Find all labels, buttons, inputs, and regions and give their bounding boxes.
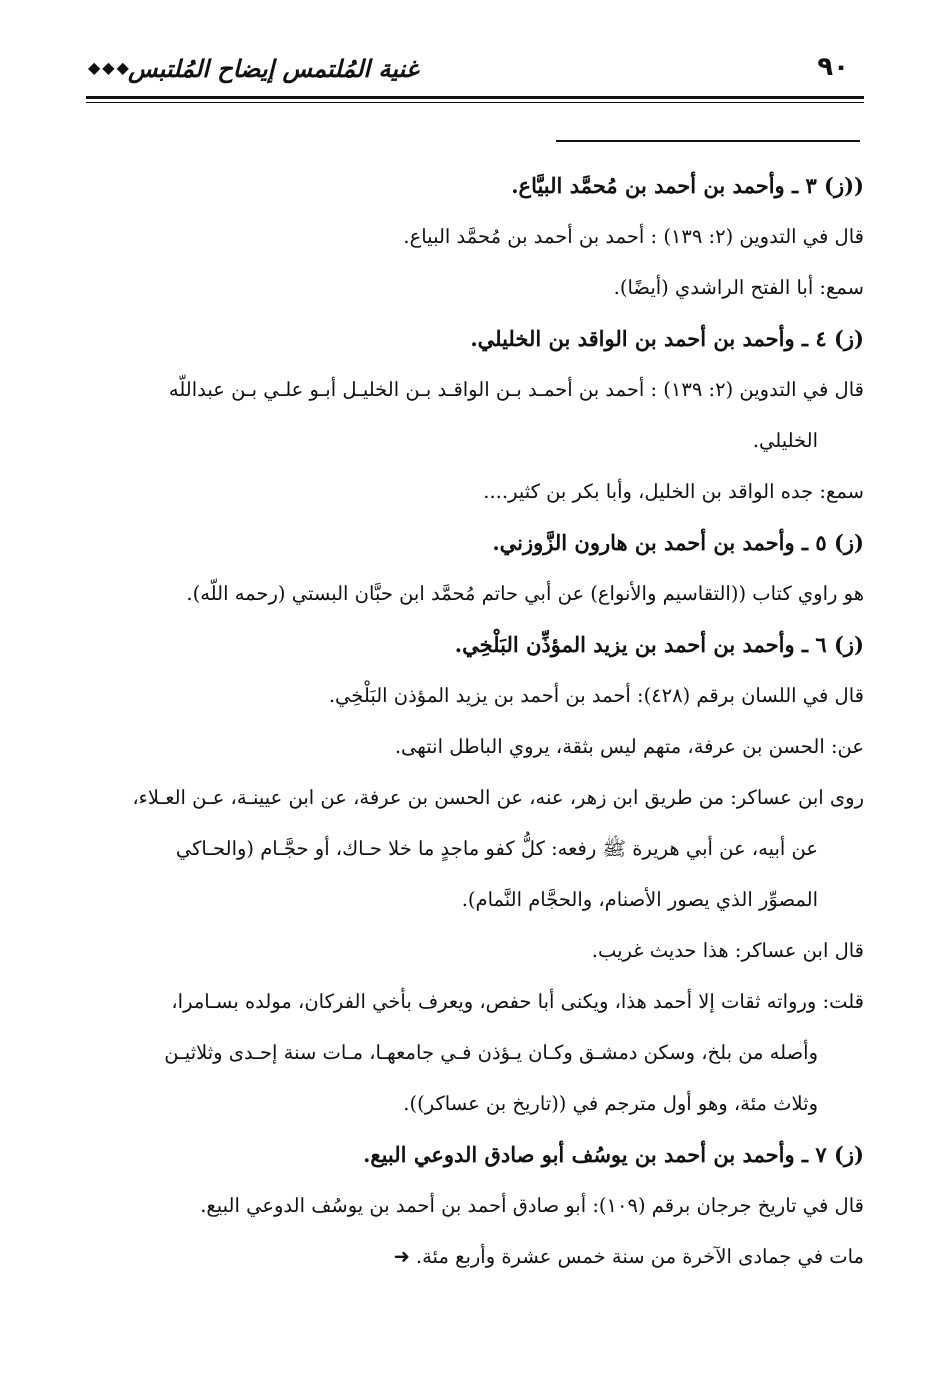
- entry-line: قال في تاريخ جرجان برقم (١٠٩): أبو صادق أحمد بن أحمد بن يوسُف الدوعي البيع.: [200, 1194, 864, 1217]
- entry-heading: (ز) ٥ ـ وأحمد بن أحمد بن هارون الزَّوزني.: [492, 530, 864, 555]
- entry-line: سمع: جده الواقد بن الخليل، وأبا بكر بن كثير....: [483, 480, 864, 503]
- left-arrow-icon: ➜: [393, 1245, 410, 1268]
- entry-line-text: مات في جمادى الآخرة من سنة خمس عشرة وأربع مئة.: [415, 1245, 864, 1268]
- entry-line: وأصله من بلخ، وسكن دمشـق وكـان يـؤذن فـي جامعهـا، مـات سنة إحـدى وثلاثيـن: [164, 1041, 818, 1064]
- diamond-ornament-icon: ◆◆◆: [88, 58, 131, 77]
- entry-line: وثلاث مئة، وهو أول مترجم في ((تاريخ بن عساكر)).: [403, 1092, 818, 1115]
- entry-line: قال في التدوين (٢: ١٣٩) : أحمد بن أحمد بن مُحمَّد البياع.: [403, 225, 864, 248]
- header-rule-thin: [86, 102, 864, 103]
- entry-line: قال في اللسان برقم (٤٢٨): أحمد بن أحمد بن يزيد المؤذن البَلْخِي.: [328, 684, 864, 707]
- entry-line: عن أبيه، عن أبي هريرة ﷺ رفعه: كلُّ كفو ماجدٍ ما خلا حـاك، أو حجَّـام (والحـاكي: [175, 837, 818, 860]
- entry-line: قال ابن عساكر: هذا حديث غريب.: [591, 939, 864, 962]
- entry-line: عن: الحسن بن عرفة، متهم ليس بثقة، يروي الباطل انتهى.: [394, 735, 864, 758]
- entry-line: المصوِّر الذي يصور الأصنام، والحجَّام النَّمام).: [461, 888, 818, 911]
- entry-heading: (ز) ٧ ـ وأحمد بن أحمد بن يوسُف أبو صادق الدوعي البيع.: [363, 1142, 864, 1167]
- entry-line: الخليلي.: [752, 429, 818, 452]
- page-body: [88, 160, 864, 1282]
- entry-heading: (ز) ٦ ـ وأحمد بن أحمد بن يزيد المؤذِّن البَلْخِي.: [454, 632, 864, 657]
- header-rule-thick: [86, 96, 864, 99]
- entry-line-final: [88, 1231, 864, 1282]
- entry-line: روى ابن عساكر: من طريق ابن زهر، عنه، عن الحسن بن عرفة، عن ابن عيينـة، عـن العـلاء،: [132, 786, 864, 809]
- section-rule: [556, 140, 860, 142]
- running-title: غنية المُلتمس إيضاح المُلتبس: [128, 54, 419, 83]
- entry-heading: (ز) ٤ ـ وأحمد بن أحمد بن الواقد بن الخليلي.: [470, 326, 864, 351]
- entry-line: قال في التدوين (٢: ١٣٩) : أحمد بن أحمـد بـن الواقـد بـن الخليـل أبـو علـي بـن عبداللّه: [168, 378, 864, 401]
- entry-line: هو راوي كتاب ((التقاسيم والأنواع) عن أبي حاتم مُحمَّد ابن حبَّان البستي (رحمه اللّه).: [186, 582, 864, 605]
- entry-heading: ((ز) ٣ ـ وأحمد بن أحمد بن مُحمَّد البيَّاع.: [511, 173, 864, 198]
- entry-line: سمع: أبا الفتح الراشدي (أيضًا).: [613, 276, 864, 299]
- page-header: [88, 50, 863, 90]
- page-number: ٩٠: [817, 52, 849, 82]
- entry-line: قلت: ورواته ثقات إلا أحمد هذا، ويكنى أبا حفص، ويعرف بأخي الفركان، مولده بسـامرا،: [171, 990, 864, 1013]
